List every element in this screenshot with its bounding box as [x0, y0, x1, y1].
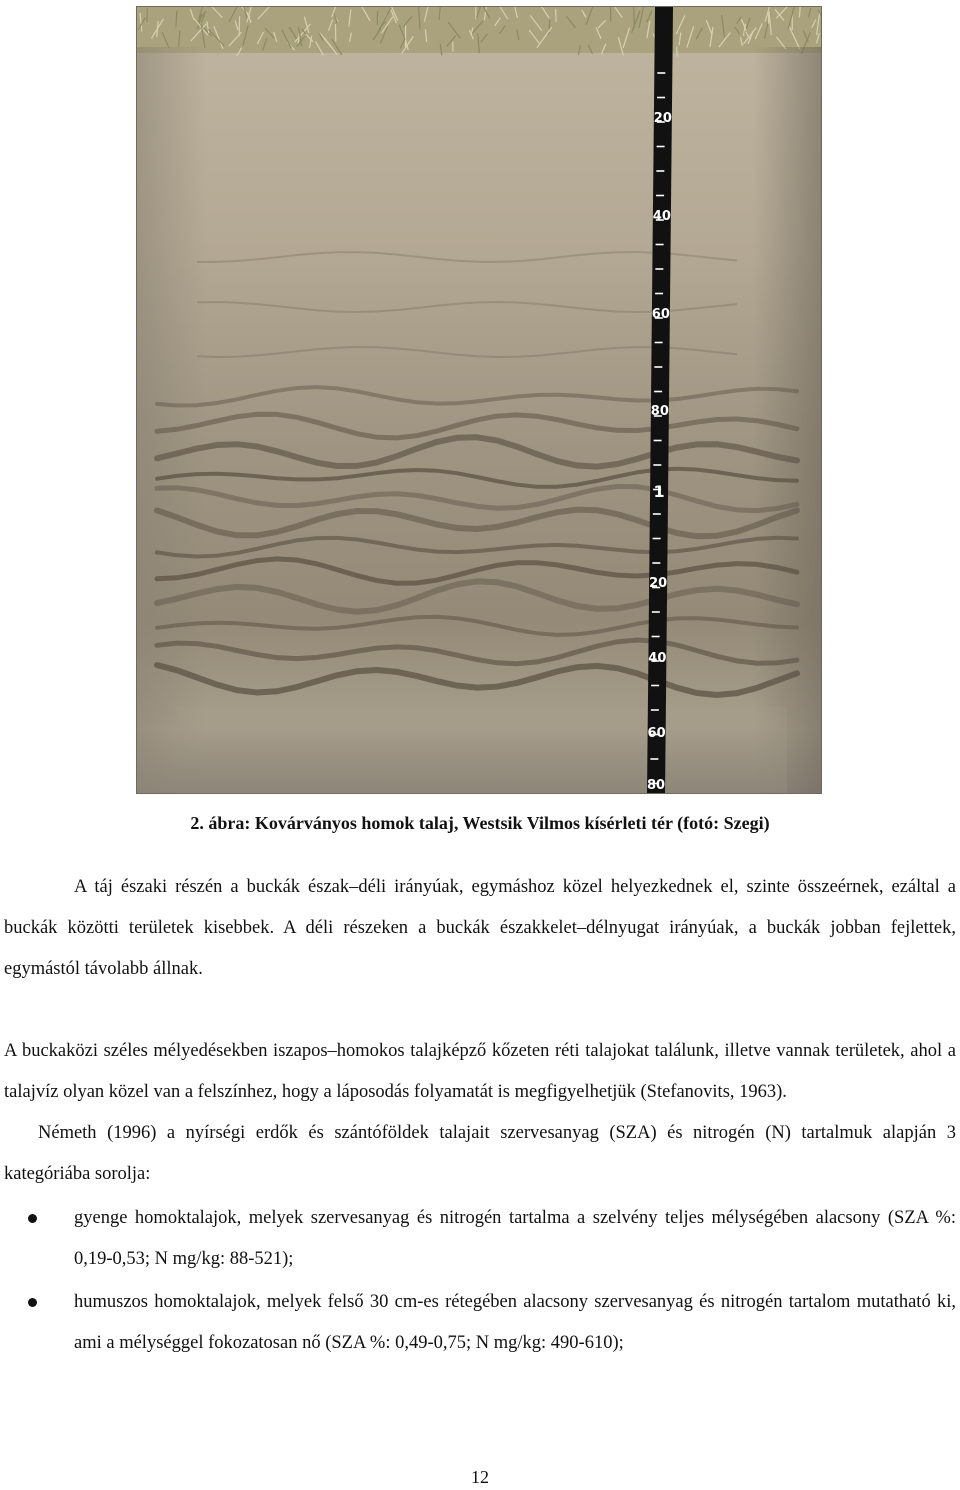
paragraph-1: A táj északi részén a buckák észak–déli irányúak, egymáshoz közel helyezkednek el, szinte összeérnek, ezáltal a buckák közötti területek kisebbek. A déli részeken a buckák északkelet–délnyugat irányúak, a buckák jobban fejlettek, egymástól távolabb állnak.: [4, 877, 956, 979]
soil-band: [157, 538, 797, 557]
tape-label: 80: [647, 778, 666, 793]
tape-label: 40: [652, 209, 671, 224]
paragraph-3: Németh (1996) a nyírségi erdők és szántóföldek talajait szervesanyag (SZA) és nitrogén (N) tartalmuk alapján 3 kategóriába sorolja:: [4, 1123, 956, 1184]
soil-band: [157, 510, 797, 537]
tape-label: 60: [651, 307, 670, 322]
page-number: 12: [471, 1467, 489, 1487]
soil-band: [157, 617, 797, 635]
list-item-text: humuszos homoktalajok, melyek felső 30 cm-es rétegében alacsony szervesanyag és nitrogén tartalom mutatható ki, ami a mélységgel fokozatosan nő (SZA %: 0,49-0,75; N mg/kg: 490-610);: [74, 1292, 956, 1353]
soil-profile-photo: [136, 6, 822, 794]
list-item-text: gyenge homoktalajok, melyek szervesanyag és nitrogén tartalma a szelvény teljes mélységében alacsony (SZA %: 0,19-0,53; N mg/kg: 88-521);: [74, 1208, 956, 1269]
soil-band: [157, 640, 797, 664]
soil-band: [157, 469, 797, 487]
tape-label: 20: [653, 111, 672, 126]
soil-band: [157, 387, 797, 405]
figure-caption: 2. ábra: Kovárványos homok talaj, Westsik Vilmos kísérleti tér (fotó: Szegi): [190, 813, 770, 833]
grass-blade: [556, 9, 557, 22]
soil-bands: [157, 252, 797, 695]
pit-floor: [177, 707, 787, 794]
soil-profile-illustration: [137, 7, 822, 794]
grass-blade: [239, 16, 240, 36]
soil-band: [157, 487, 797, 511]
bullet-icon: [28, 1298, 37, 1307]
soil-band: [157, 581, 797, 611]
tape-label: 40: [648, 651, 667, 666]
tape-label: 60: [647, 726, 666, 741]
soil-band: [157, 437, 797, 466]
tape-label: 1: [653, 482, 665, 501]
soil-band: [157, 665, 797, 695]
paragraph-2: A buckaközi széles mélyedésekben iszapos–homokos talajképző kőzeten réti talajokat találunk, illetve vannak területek, ahol a talajvíz olyan közel van a felszínhez, hogy a láposodás folyamatát is megfigyelhetjük (Stefanovits, 1963).: [4, 1041, 956, 1102]
bullet-icon: [28, 1214, 37, 1223]
tape-label: 80: [650, 404, 669, 419]
tape-label: 20: [649, 576, 668, 591]
left-wall-shade: [137, 47, 207, 794]
